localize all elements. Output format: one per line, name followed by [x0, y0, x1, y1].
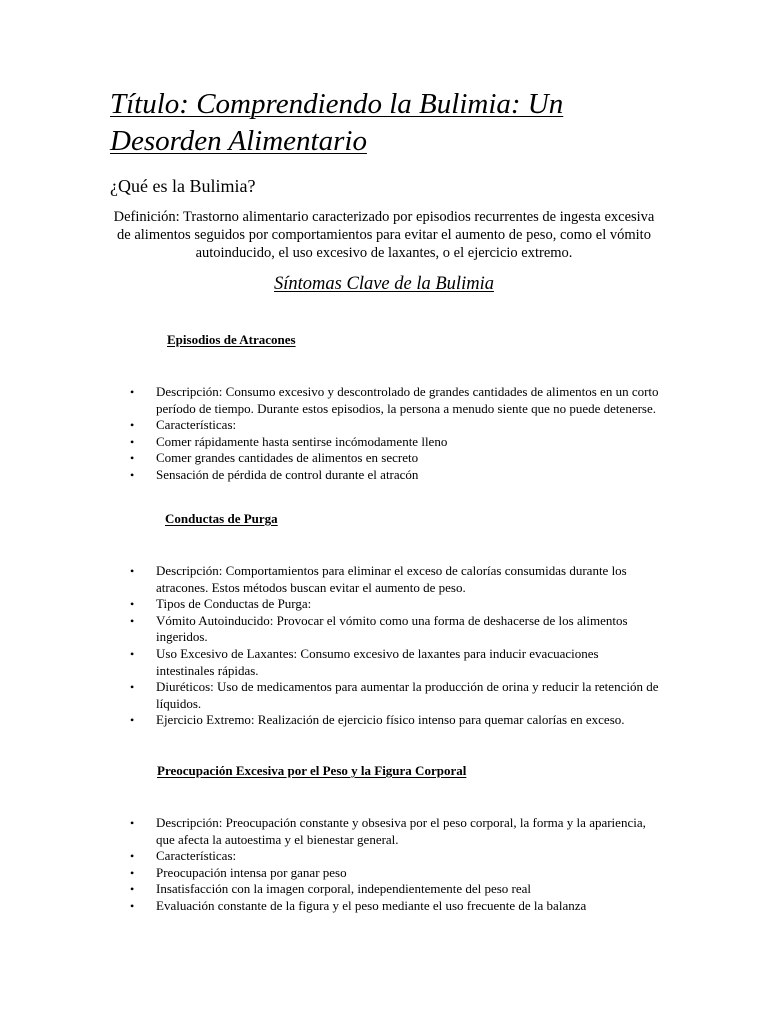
list-item [130, 898, 660, 915]
bullet-icon: • [130, 418, 135, 433]
symptoms-subtitle: Síntomas Clave de la Bulimia [274, 274, 494, 294]
list-item [130, 384, 660, 417]
list-item-text: Uso Excesivo de Laxantes: Consumo excesivo de laxantes para inducir evacuaciones intestinales rápidas. [156, 645, 599, 678]
bullet-icon: • [130, 613, 135, 628]
list-item-text: Insatisfacción con la imagen corporal, independientemente del peso real [156, 881, 532, 897]
list-item [130, 865, 660, 882]
section-heading-weight-concern: Preocupación Excesiva por el Peso y la Figura Corporal [157, 763, 467, 778]
bullet-icon: • [130, 713, 135, 728]
purge-behaviors-list [130, 563, 660, 729]
bullet-icon: • [130, 882, 135, 897]
bullet-icon: • [130, 385, 135, 399]
document-title: Título: Comprendiendo la Bulimia: Un Desorden Alimentario [110, 88, 564, 157]
list-item-text: Tipos de Conductas de Purga: [156, 596, 312, 612]
list-item [130, 815, 660, 848]
list-item-text: Ejercicio Extremo: Realización de ejercicio físico intenso para quemar calorías en exceso. [156, 712, 625, 728]
list-item [130, 679, 660, 712]
bullet-icon: • [130, 865, 135, 880]
list-item [130, 467, 660, 484]
list-item-text: Vómito Autoinducido: Provocar el vómito como una forma de deshacerse de los alimentos ingeridos. [156, 612, 628, 645]
list-item-text: Descripción: Consumo excesivo y descontrolado de grandes cantidades de alimentos en un corto período de tiempo. Durante estos episodios, la persona a menudo siente que no puede detenerse. [156, 384, 659, 416]
list-item-text: Características: [156, 848, 237, 864]
binge-episodes-list [130, 384, 660, 484]
list-item [130, 848, 660, 865]
weight-concern-list [130, 815, 660, 915]
section-heading-purge-behaviors: Conductas de Purga [165, 511, 278, 526]
bullet-icon: • [130, 467, 135, 482]
list-item [130, 646, 660, 679]
list-item-text: Diuréticos: Uso de medicamentos para aumentar la producción de orina y reducir la retención de líquidos. [156, 679, 659, 711]
list-item-text: Características: [156, 417, 237, 433]
bullet-icon: • [130, 451, 135, 466]
bullet-icon: • [130, 597, 135, 612]
bullet-icon: • [130, 680, 135, 695]
list-item [130, 596, 660, 613]
list-item [130, 450, 660, 467]
section-heading-binge-episodes: Episodios de Atracones [167, 332, 296, 347]
definition-paragraph: Definición: Trastorno alimentario caracterizado por episodios recurrentes de ingesta excesiva de alimentos seguidos por comportamientos para evitar el aumento de peso, como el vómito autoinducido, el uso excesivo de laxantes, o el ejercicio extremo. [113, 209, 655, 261]
question-heading: ¿Qué es la Bulimia? [110, 176, 256, 196]
list-item [130, 712, 660, 729]
list-item [130, 613, 660, 646]
bullet-icon: • [130, 898, 135, 913]
list-item [130, 563, 660, 596]
bullet-icon: • [130, 434, 135, 449]
bullet-icon: • [130, 564, 135, 578]
list-item [130, 881, 660, 898]
list-item-text: Descripción: Preocupación constante y obsesiva por el peso corporal, la forma y la apariencia, que afecta la autoestima y el bienestar general. [156, 815, 646, 847]
list-item-text: Evaluación constante de la figura y el peso mediante el uso frecuente de la balanza [156, 897, 587, 913]
list-item [130, 434, 660, 451]
bullet-icon: • [130, 646, 135, 661]
list-item-text: Descripción: Comportamientos para eliminar el exceso de calorías consumidas durante los atracones. Estos métodos buscan evitar el aumento de peso. [156, 563, 627, 595]
list-item-text: Comer grandes cantidades de alimentos en secreto [156, 450, 419, 466]
list-item-text: Comer rápidamente hasta sentirse incómodamente lleno [156, 433, 448, 449]
list-item-text: Preocupación intensa por ganar peso [156, 864, 347, 880]
bullet-icon: • [130, 816, 135, 830]
bullet-icon: • [130, 849, 135, 864]
list-item [130, 417, 660, 434]
list-item-text: Sensación de pérdida de control durante el atracón [156, 466, 419, 482]
